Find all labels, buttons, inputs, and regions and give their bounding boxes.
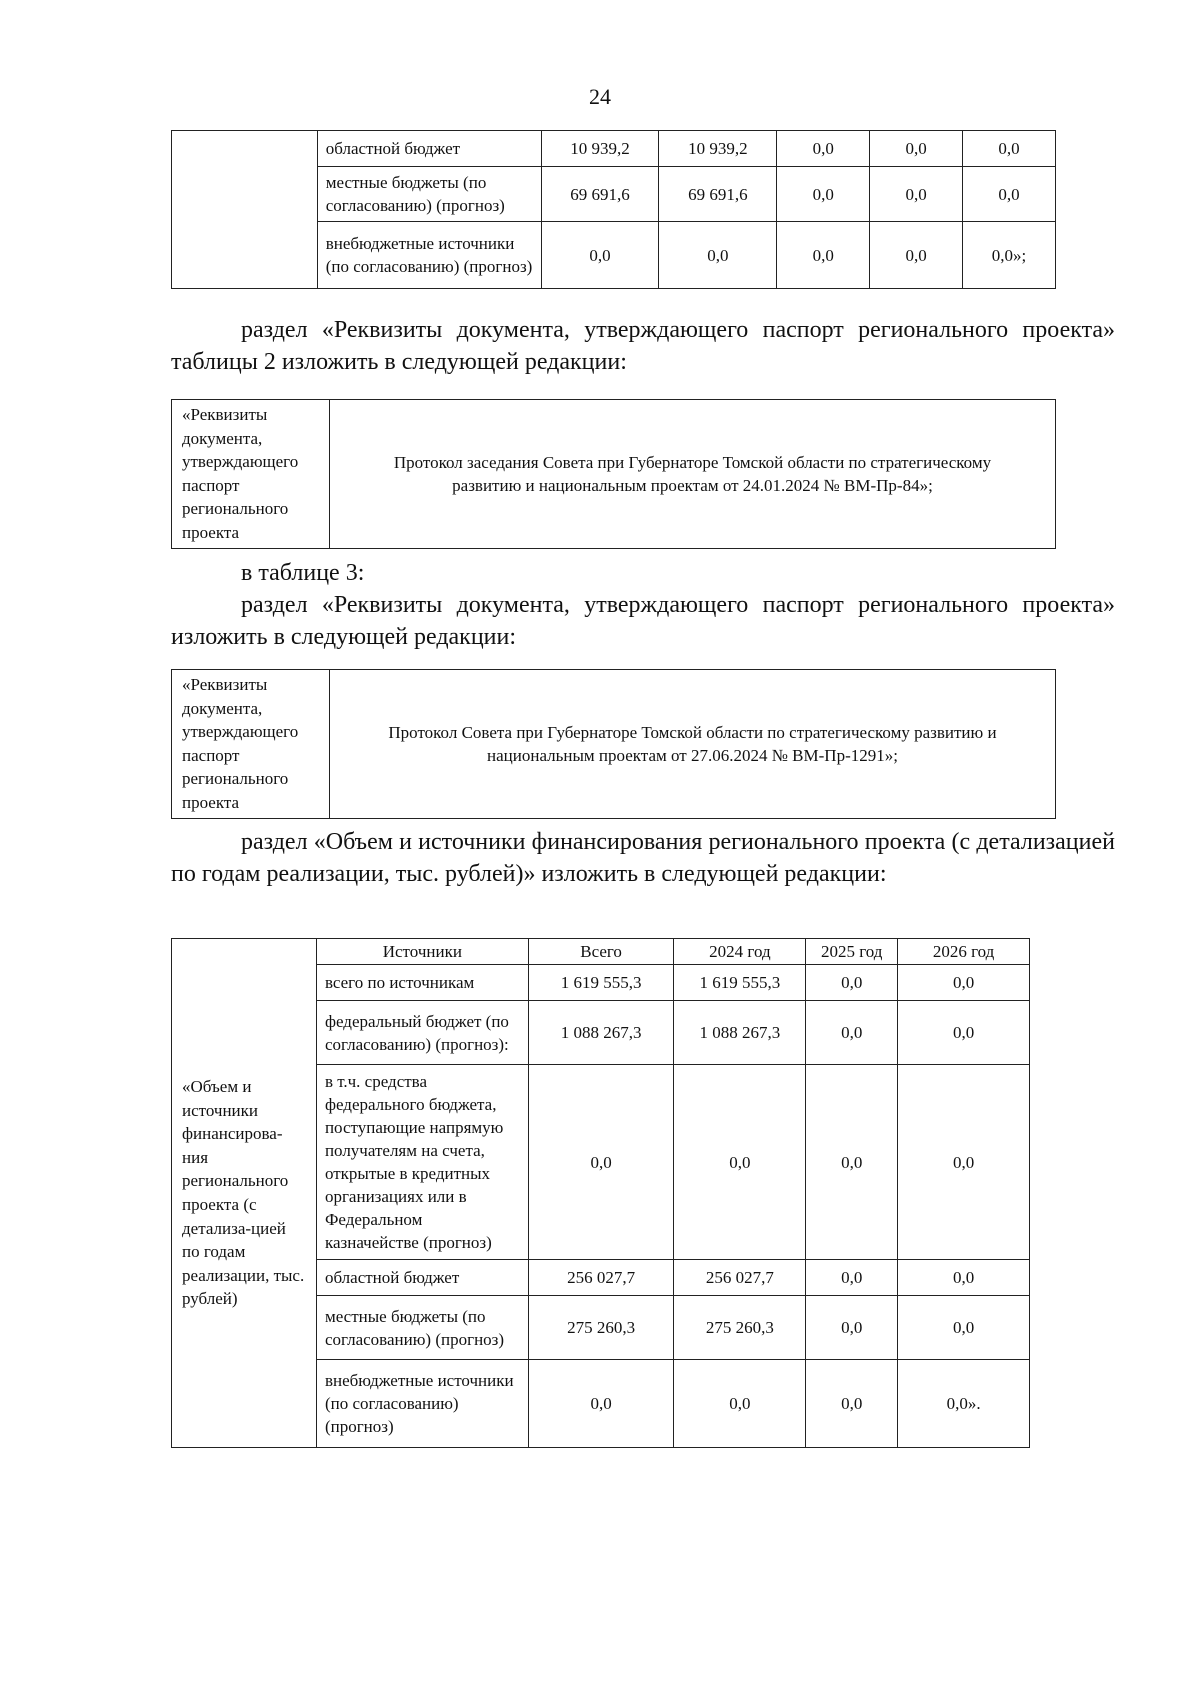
value-cell: 10 939,2 xyxy=(541,131,659,167)
requisites-label: «Реквизиты документа, утверждающего паспорт регионального проекта xyxy=(172,670,330,819)
column-header: 2024 год xyxy=(674,939,806,965)
table-row xyxy=(172,400,1056,549)
value-cell: 0,0 xyxy=(528,1065,674,1260)
value-cell: 0,0»; xyxy=(963,222,1056,289)
source-cell: всего по источникам xyxy=(316,965,528,1001)
column-header: 2026 год xyxy=(898,939,1030,965)
value-cell: 0,0 xyxy=(777,222,870,289)
value-cell: 0,0 xyxy=(806,1260,898,1296)
paragraph-text: в таблице 3: xyxy=(241,560,365,586)
requisites-value: Протокол Совета при Губернаторе Томской области по стратегическому развитию и национальным проектам от 27.06.2024 № ВМ-Пр-1291»; xyxy=(330,670,1056,819)
value-cell: 69 691,6 xyxy=(541,167,659,222)
value-cell: 0,0». xyxy=(898,1360,1030,1448)
requisites-table-3 xyxy=(171,669,1056,819)
value-cell: 69 691,6 xyxy=(659,167,777,222)
page-number: 24 xyxy=(589,84,611,109)
value-cell: 0,0 xyxy=(674,1065,806,1260)
source-cell: в т.ч. средства федерального бюджета, поступающие напрямую получателям на счета, открытые в кредитных организациях или в Федеральном казначействе (прогноз) xyxy=(316,1065,528,1260)
column-header: Источники xyxy=(316,939,528,965)
value-cell: 275 260,3 xyxy=(528,1296,674,1360)
value-cell: 0,0 xyxy=(898,1065,1030,1260)
value-cell: 0,0 xyxy=(806,1001,898,1065)
value-cell: 0,0 xyxy=(806,1360,898,1448)
table-row xyxy=(172,670,1056,819)
budget-continuation-table xyxy=(171,130,1056,289)
value-cell: 0,0 xyxy=(870,131,963,167)
value-cell: 0,0 xyxy=(659,222,777,289)
source-cell: местные бюджеты (по согласованию) (прогноз) xyxy=(317,167,541,222)
value-cell: 0,0 xyxy=(898,965,1030,1001)
value-cell: 0,0 xyxy=(806,1065,898,1260)
source-cell: областной бюджет xyxy=(316,1260,528,1296)
value-cell: 0,0 xyxy=(777,131,870,167)
source-cell: местные бюджеты (по согласованию) (прогноз) xyxy=(316,1296,528,1360)
value-cell: 275 260,3 xyxy=(674,1296,806,1360)
financing-label: «Объем и источники финансирова-ния регионального проекта (с детализа-цией по годам реализации, тыс. рублей) xyxy=(172,939,317,1448)
value-cell: 0,0 xyxy=(528,1360,674,1448)
value-cell: 0,0 xyxy=(541,222,659,289)
value-cell: 256 027,7 xyxy=(674,1260,806,1296)
requisites-label: «Реквизиты документа, утверждающего паспорт регионального проекта xyxy=(172,400,330,549)
value-cell: 1 619 555,3 xyxy=(528,965,674,1001)
value-cell: 0,0 xyxy=(870,222,963,289)
column-header: Всего xyxy=(528,939,674,965)
paragraph-text: раздел «Объем и источники финансирования регионального проекта (с детализацией по годам реализации, тыс. рублей)» изложить в следующей редакции: xyxy=(171,829,1115,887)
value-cell: 256 027,7 xyxy=(528,1260,674,1296)
value-cell: 0,0 xyxy=(963,131,1056,167)
value-cell: 1 088 267,3 xyxy=(674,1001,806,1065)
paragraph xyxy=(171,557,1115,653)
value-cell: 10 939,2 xyxy=(659,131,777,167)
column-header: 2025 год xyxy=(806,939,898,965)
value-cell: 0,0 xyxy=(898,1296,1030,1360)
source-cell: областной бюджет xyxy=(317,131,541,167)
source-cell: внебюджетные источники (по согласованию) (прогноз) xyxy=(317,222,541,289)
source-cell: внебюджетные источники (по согласованию) (прогноз) xyxy=(316,1360,528,1448)
value-cell: 0,0 xyxy=(674,1360,806,1448)
value-cell: 0,0 xyxy=(898,1260,1030,1296)
paragraph xyxy=(171,826,1115,890)
value-cell: 1 619 555,3 xyxy=(674,965,806,1001)
paragraph-text: раздел «Реквизиты документа, утверждающего паспорт регионального проекта» таблицы 2 изложить в следующей редакции: xyxy=(171,317,1115,375)
paragraph-text: раздел «Реквизиты документа, утверждающего паспорт регионального проекта» изложить в следующей редакции: xyxy=(171,592,1115,650)
value-cell: 0,0 xyxy=(806,965,898,1001)
financing-table xyxy=(171,938,1030,1448)
requisites-value: Протокол заседания Совета при Губернаторе Томской области по стратегическому развитию и национальным проектам от 24.01.2024 № ВМ-Пр-84»; xyxy=(330,400,1056,549)
table-header-row xyxy=(172,939,1030,965)
value-cell: 0,0 xyxy=(806,1296,898,1360)
table-row xyxy=(172,131,1056,167)
source-cell: федеральный бюджет (по согласованию) (прогноз): xyxy=(316,1001,528,1065)
value-cell: 0,0 xyxy=(898,1001,1030,1065)
paragraph xyxy=(171,314,1115,378)
value-cell: 1 088 267,3 xyxy=(528,1001,674,1065)
value-cell: 0,0 xyxy=(870,167,963,222)
requisites-table-2 xyxy=(171,399,1056,549)
value-cell: 0,0 xyxy=(963,167,1056,222)
value-cell: 0,0 xyxy=(777,167,870,222)
empty-label-cell xyxy=(172,131,318,289)
